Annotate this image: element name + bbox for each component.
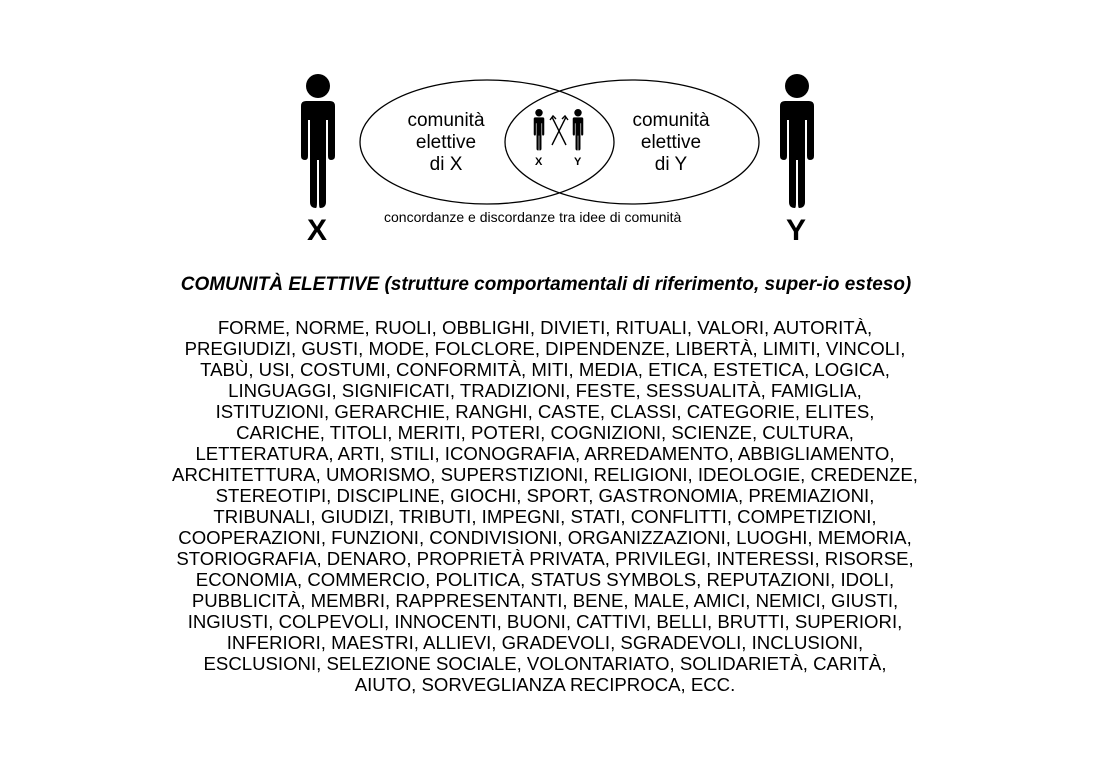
list-line: ECONOMIA, COMMERCIO, POLITICA, STATUS SYMBOLS, REPUTAZIONI, IDOLI, xyxy=(195,569,895,590)
person-label-y: Y xyxy=(786,214,807,247)
left-circle-line2: elettive xyxy=(415,132,477,153)
small-person-icon-left xyxy=(534,109,545,151)
list-line: STEREOTIPI, DISCIPLINE, GIOCHI, SPORT, GASTRONOMIA, PREMIAZIONI, xyxy=(215,485,875,506)
list-line: PUBBLICITÀ, MEMBRI, RAPPRESENTANTI, BENE, MALE, AMICI, NEMICI, GIUSTI, xyxy=(191,590,899,611)
left-circle-label xyxy=(386,110,506,176)
intersection-label-y: Y xyxy=(574,156,582,168)
list-line: STORIOGRAFIA, DENARO, PROPRIETÀ PRIVATA, PRIVILEGI, INTERESSI, RISORSE, xyxy=(176,548,914,569)
list-line: LINGUAGGI, SIGNIFICATI, TRADIZIONI, FESTE, SESSUALITÀ, FAMIGLIA, xyxy=(228,380,862,401)
list-line: TABÙ, USI, COSTUMI, CONFORMITÀ, MITI, MEDIA, ETICA, ESTETICA, LOGICA, xyxy=(200,359,890,380)
list-line: CARICHE, TITOLI, MERITI, POTERI, COGNIZIONI, SCIENZE, CULTURA, xyxy=(236,422,854,443)
right-circle-line2: elettive xyxy=(640,132,702,153)
list-line: ARCHITETTURA, UMORISMO, SUPERSTIZIONI, RELIGIONI, IDEOLOGIE, CREDENZE, xyxy=(172,464,918,485)
list-line: PREGIUDIZI, GUSTI, MODE, FOLCLORE, DIPENDENZE, LIBERTÀ, LIMITI, VINCOLI, xyxy=(184,338,906,359)
person-label-x: X xyxy=(307,214,328,247)
small-person-icon-right xyxy=(573,109,584,151)
list-line: LETTERATURA, ARTI, STILI, ICONOGRAFIA, ARREDAMENTO, ABBIGLIAMENTO, xyxy=(195,443,895,464)
list-line: INFERIORI, MAESTRI, ALLIEVI, GRADEVOLI, SGRADEVOLI, INCLUSIONI, xyxy=(226,632,864,653)
right-circle-label xyxy=(611,110,731,176)
left-circle-line1: comunità xyxy=(407,110,485,131)
list-line: FORME, NORME, RUOLI, OBBLIGHI, DIVIETI, RITUALI, VALORI, AUTORITÀ, xyxy=(217,317,873,338)
person-icon-right xyxy=(780,74,814,208)
right-circle-line1: comunità xyxy=(632,110,710,131)
person-icon-left xyxy=(301,74,335,208)
list-line: TRIBUNALI, GIUDIZI, TRIBUTI, IMPEGNI, STATI, CONFLITTI, COMPETIZIONI, xyxy=(213,506,877,527)
section-heading: COMUNITÀ ELETTIVE (strutture comportamentali di riferimento, super-io esteso) xyxy=(180,274,912,295)
concepts-list xyxy=(110,317,980,695)
cross-icon xyxy=(550,116,568,145)
diagram-caption: concordanze e discordanze tra idee di comunità xyxy=(384,209,682,225)
list-line: ISTITUZIONI, GERARCHIE, RANGHI, CASTE, CLASSI, CATEGORIE, ELITES, xyxy=(215,401,875,422)
right-circle-line3: di Y xyxy=(654,154,688,175)
list-line: AIUTO, SORVEGLIANZA RECIPROCA, ECC. xyxy=(354,674,736,695)
list-line: INGIUSTI, COLPEVOLI, INNOCENTI, BUONI, CATTIVI, BELLI, BRUTTI, SUPERIORI, xyxy=(187,611,903,632)
intersection-label-x: X xyxy=(535,156,543,168)
list-line: ESCLUSIONI, SELEZIONE SOCIALE, VOLONTARIATO, SOLIDARIETÀ, CARITÀ, xyxy=(203,653,887,674)
list-line: COOPERAZIONI, FUNZIONI, CONDIVISIONI, ORGANIZZAZIONI, LUOGHI, MEMORIA, xyxy=(178,527,912,548)
left-circle-line3: di X xyxy=(429,154,463,175)
